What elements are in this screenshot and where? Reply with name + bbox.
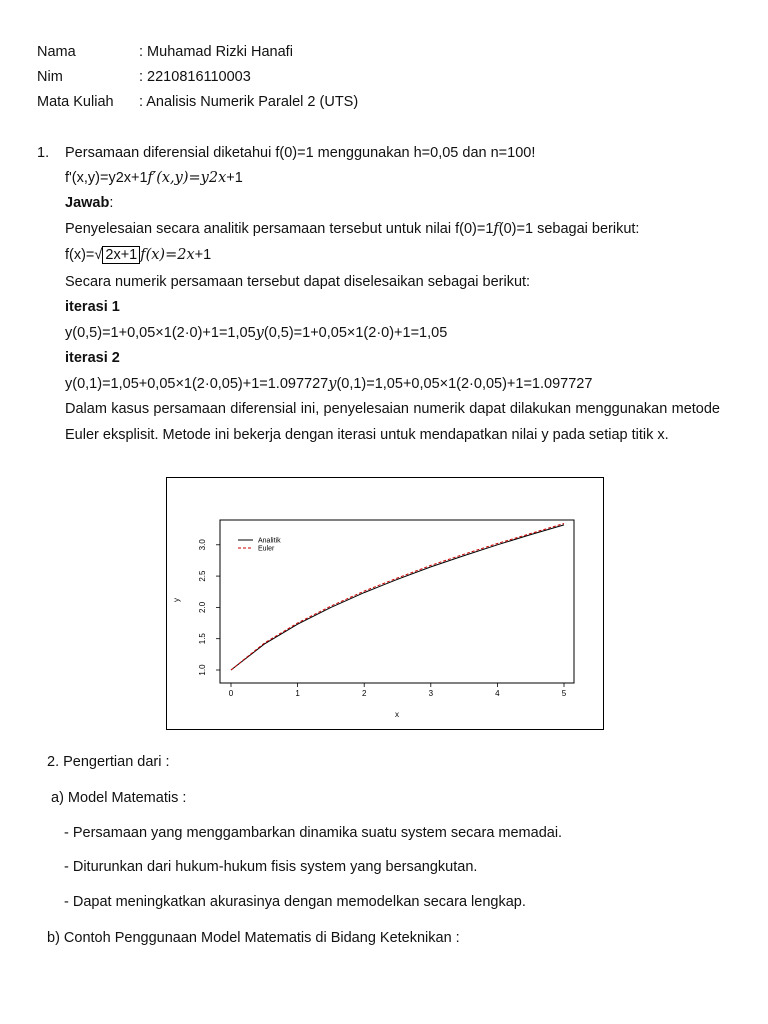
equation-math-tail: +1	[226, 170, 243, 186]
y-tick-label: 3.0	[198, 539, 207, 551]
nim-label: Nim	[37, 69, 63, 85]
x-tick-label: 2	[361, 689, 367, 698]
analytic-intro-text: Penyelesaian secara analitik persamaan tersebut untuk nilai f(0)=1	[65, 221, 494, 237]
iteration-2-plain: y(0,1)=1,05+0,05×1(2·0,05)+1=1.097727	[65, 376, 329, 392]
section-a-item: - Persamaan yang menggambarkan dinamika suatu system secara memadai.	[64, 825, 563, 841]
question-text: Persamaan diferensial diketahui f(0)=1 menggunakan h=0,05 dan n=100!	[65, 145, 536, 161]
numeric-intro: Secara numerik persamaan tersebut dapat diselesaikan sebagai berikut:	[65, 274, 531, 290]
section-a-item: - Diturunkan dari hukum-hukum fisis system yang bersangkutan.	[64, 859, 478, 875]
jawab-line	[65, 195, 113, 211]
series-line-analitik	[231, 525, 564, 670]
x-tick-label: 3	[428, 689, 434, 698]
mata-kuliah-label: Mata Kuliah	[37, 94, 114, 110]
y-tick-label: 2.5	[198, 570, 207, 582]
mata-kuliah-value: : Analisis Numerik Paralel 2 (UTS)	[139, 94, 359, 110]
nama-value: : Muhamad Rizki Hanafi	[139, 44, 293, 60]
jawab-label: Jawab	[65, 195, 110, 211]
section-b-heading: b) Contoh Penggunaan Model Matematis di Bidang Keteknikan :	[47, 930, 460, 946]
solution-chart	[166, 477, 604, 730]
y-tick-label: 1.0	[198, 664, 207, 676]
iteration-1-math: y	[255, 325, 264, 341]
chart-svg	[167, 478, 603, 729]
iteration-2-equation	[65, 376, 592, 392]
y-tick-label: 2.0	[198, 601, 207, 613]
section-a-heading: a) Model Matematis :	[51, 790, 187, 806]
iteration-1-label: iterasi 1	[65, 299, 120, 315]
question-2-heading: 2. Pengertian dari :	[47, 754, 170, 770]
series-line-euler	[231, 524, 564, 671]
differential-equation	[65, 170, 243, 186]
iteration-2-math: y	[328, 376, 337, 392]
iteration-2-label: iterasi 2	[65, 350, 120, 366]
y-tick-label: 1.5	[198, 633, 207, 645]
fx-boxed: 2x+1	[102, 246, 140, 264]
x-tick-label: 1	[295, 689, 300, 698]
legend-label: Analitik	[258, 537, 281, 545]
analytic-solution	[65, 247, 211, 263]
iteration-1-plain: y(0,5)=1+0,05×1(2·0)+1=1,05	[65, 325, 256, 341]
iteration-1-equation	[65, 325, 447, 341]
question-number: 1.	[37, 145, 50, 161]
nama-label: Nama	[37, 44, 76, 60]
iteration-1-tail: (0,5)=1+0,05×1(2·0)+1=1,05	[263, 325, 448, 341]
fx-math-tail: +1	[194, 247, 212, 263]
x-tick-label: 4	[495, 689, 500, 698]
fx-math: f(x)=2x	[140, 247, 195, 263]
chart-legend	[238, 538, 281, 553]
x-tick-label: 0	[228, 689, 234, 698]
analytic-intro-tail: (0)=1 sebagai berikut:	[498, 221, 640, 237]
x-tick-label: 5	[561, 689, 567, 698]
fx-prefix: f(x)=√	[65, 247, 103, 263]
equation-plain: f'(x,y)=y2x+1	[65, 170, 148, 186]
iteration-2-tail: (0,1)=1,05+0,05×1(2·0,05)+1=1.097727	[336, 376, 593, 392]
analytic-intro	[65, 221, 639, 237]
jawab-colon: :	[109, 195, 114, 211]
x-axis	[229, 683, 567, 698]
chart-series	[231, 524, 564, 671]
y-axis	[198, 539, 220, 676]
x-axis-label: x	[395, 710, 399, 719]
y-axis-label: y	[172, 598, 181, 602]
analytic-intro-math: f	[493, 221, 499, 237]
explanation-paragraph: Dalam kasus persamaan diferensial ini, penyelesaian numerik dapat dilakukan menggunakan metode Euler eksplisit. Metode ini bekerja dengan iterasi untuk mendapatkan nilai y pada setiap titik x.	[65, 401, 720, 443]
section-a-item: - Dapat meningkatkan akurasinya dengan memodelkan secara lengkap.	[64, 894, 526, 910]
legend-label: Euler	[258, 545, 275, 553]
nim-value: : 2210816110003	[139, 69, 251, 85]
equation-math: f′(x,y)=y2x	[147, 170, 227, 186]
